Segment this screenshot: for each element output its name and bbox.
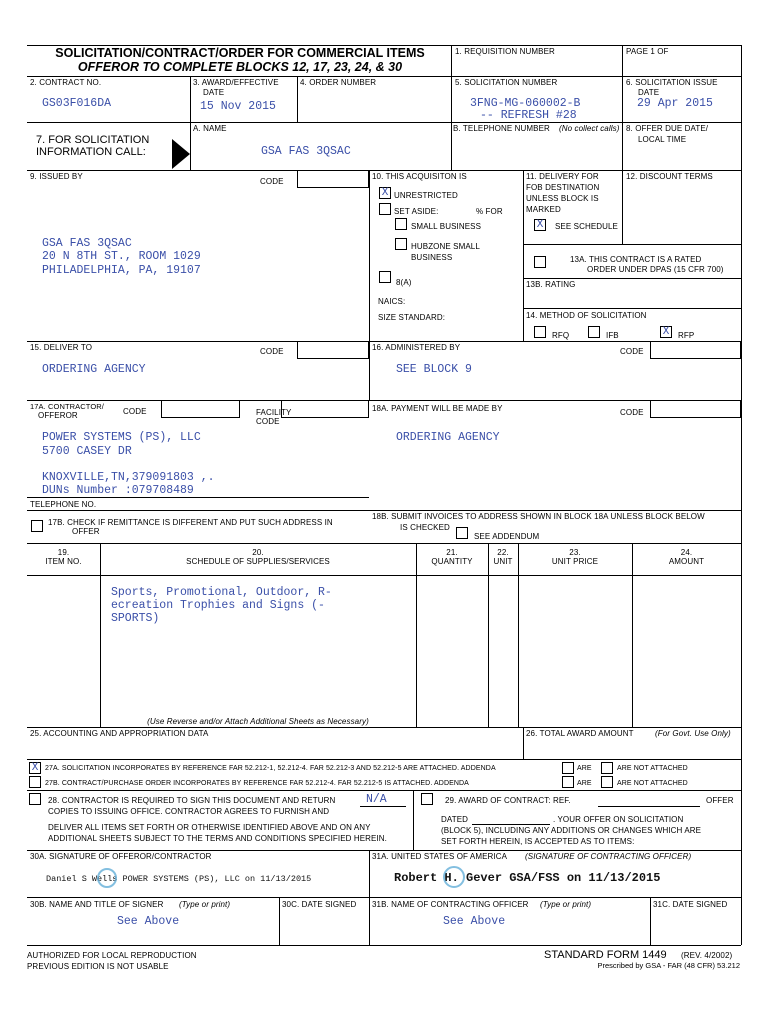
contractor-code-label: CODE xyxy=(123,407,147,416)
clause-27b-are: ARE xyxy=(577,780,592,787)
offer-due-label-2: LOCAL TIME xyxy=(638,135,687,144)
acquisition-label: 10. THIS ACQUISITON IS xyxy=(372,172,467,181)
schedule-note: (Use Reverse and/or Attach Additional Sheets as Necessary) xyxy=(147,717,369,726)
officer-date-label: 31C. DATE SIGNED xyxy=(653,900,728,909)
rule xyxy=(27,543,741,544)
see-schedule-checkbox[interactable]: X xyxy=(534,219,546,231)
naics-label: NAICS: xyxy=(378,297,406,306)
award-offer-label: OFFER xyxy=(706,796,734,805)
schedule-desc-line3: SPORTS) xyxy=(111,612,160,625)
facility-code-box[interactable] xyxy=(281,400,369,418)
contractor-line2: 5700 CASEY DR xyxy=(42,445,132,458)
col-quantity-num: 21. xyxy=(446,548,458,557)
pointer-arrow-icon xyxy=(172,139,190,169)
info-call-label-2: INFORMATION CALL: xyxy=(36,146,146,158)
remittance-checkbox[interactable] xyxy=(31,520,43,532)
award-line2: . YOUR OFFER ON SOLICITATION xyxy=(553,815,684,824)
rule xyxy=(190,76,191,170)
col-unit-price-label: UNIT PRICE xyxy=(551,557,599,566)
rule xyxy=(523,727,524,759)
rule xyxy=(632,543,633,727)
officer-name-value: See Above xyxy=(443,915,506,928)
set-aside-checkbox[interactable] xyxy=(379,203,391,215)
footer-line2: PREVIOUS EDITION IS NOT USABLE xyxy=(27,962,169,971)
contractor-line3: KNOXVILLE,TN,379091803 ,. xyxy=(42,471,215,484)
rule xyxy=(369,850,370,945)
info-call-name-value: GSA FAS 3QSAC xyxy=(261,145,351,158)
contractor-code-box[interactable] xyxy=(161,400,240,418)
remittance-label-1: 17B. CHECK IF REMITTANCE IS DIFFERENT AND PUT SUCH ADDRESS IN xyxy=(48,518,333,527)
discount-terms-label: 12. DISCOUNT TERMS xyxy=(626,172,713,181)
prescribed-by: Prescribed by GSA - FAR (48 CFR) 53.212 xyxy=(597,961,740,970)
contractor-sign-line2: COPIES TO ISSUING OFFICE. CONTRACTOR AGREES TO FURNISH AND xyxy=(48,807,330,816)
form-number: STANDARD FORM 1449 xyxy=(544,949,667,961)
clause-27a-are-not-checkbox[interactable] xyxy=(601,762,613,774)
clause-27b-checkbox[interactable] xyxy=(29,776,41,788)
contractor-sign-line4: ADDITIONAL SHEETS SUBJECT TO THE TERMS AND CONDITIONS SPECIFIED HEREIN. xyxy=(48,834,388,843)
issued-by-line2: 20 N 8TH ST., ROOM 1029 xyxy=(42,250,201,263)
rule xyxy=(523,244,741,245)
rule xyxy=(523,278,741,279)
usa-label: 31A. UNITED STATES OF AMERICA xyxy=(372,852,508,861)
rule xyxy=(413,790,414,850)
award-line4: SET FORTH HEREIN, IS ACCEPTED AS TO ITEMS: xyxy=(441,837,635,846)
rated-order-label-2: ORDER UNDER DPAS (15 CFR 700) xyxy=(587,265,724,274)
rated-order-label-1: 13A. THIS CONTRACT IS A RATED xyxy=(570,255,702,264)
rule xyxy=(27,945,741,946)
officer-name-note: (Type or print) xyxy=(540,900,592,909)
rule xyxy=(622,170,623,244)
rule xyxy=(741,45,742,945)
col-schedule-label: SCHEDULE OF SUPPLIES/SERVICES xyxy=(186,557,330,566)
hubzone-label: HUBZONE SMALL xyxy=(411,242,480,251)
award-date-label: 3. AWARD/EFFECTIVE xyxy=(193,78,279,87)
delivery-label-2: FOB DESTINATION xyxy=(526,183,600,192)
contract-no-value: GS03F016DA xyxy=(42,97,112,110)
telephone-note: (No collect calls) xyxy=(559,124,620,133)
rule xyxy=(27,727,741,728)
award-checkbox[interactable] xyxy=(421,793,433,805)
unrestricted-label: UNRESTRICTED xyxy=(394,191,458,200)
hubzone-label-2: BUSINESS xyxy=(411,253,453,262)
clause-27b-are-not: ARE NOT ATTACHED xyxy=(617,780,688,787)
signature-stamp-icon xyxy=(97,868,117,888)
col-amount-num: 24. xyxy=(680,548,693,557)
payment-label: 18A. PAYMENT WILL BE MADE BY xyxy=(372,404,503,413)
ifb-label: IFB xyxy=(606,331,619,340)
contractor-line1: POWER SYSTEMS (PS), LLC xyxy=(42,431,201,444)
unrestricted-checkbox[interactable]: X xyxy=(379,187,391,199)
offer-due-label: 8. OFFER DUE DATE/ xyxy=(626,124,709,133)
col-schedule-num: 20. xyxy=(252,548,264,557)
rule xyxy=(416,543,417,727)
facility-label: FACILITY xyxy=(256,408,292,417)
solicitation-number-label: 5. SOLICITATION NUMBER xyxy=(455,78,558,87)
schedule-desc-line2: ecreation Trophies and Signs (- xyxy=(111,599,325,612)
solicitation-issue-value: 29 Apr 2015 xyxy=(637,97,713,110)
rule xyxy=(27,76,741,77)
total-award-label: 26. TOTAL AWARD AMOUNT xyxy=(526,729,634,738)
rule xyxy=(488,543,489,727)
contractor-label: 17A. CONTRACTOR/ xyxy=(30,402,104,411)
award-date-value: 15 Nov 2015 xyxy=(200,100,276,113)
officer-name-label: 31B. NAME OF CONTRACTING OFFICER xyxy=(372,900,529,909)
clause-27a-checkbox[interactable]: X xyxy=(29,762,41,774)
contractor-label-2: OFFEROR xyxy=(38,411,78,420)
form-revision: (REV. 4/2002) xyxy=(681,951,733,960)
clause-27b-are-checkbox[interactable] xyxy=(562,776,574,788)
rfp-label: RFP xyxy=(678,331,695,340)
rfp-checkbox[interactable]: X xyxy=(660,326,672,338)
solicitation-number-value: 3FNG-MG-060002-B xyxy=(470,97,581,110)
deliver-to-value: ORDERING AGENCY xyxy=(42,363,146,376)
award-line1: 29. AWARD OF CONTRACT: REF. xyxy=(445,796,571,805)
facility-label-2: CODE xyxy=(256,417,280,426)
telephone-no-label: TELEPHONE NO. xyxy=(30,500,97,509)
rule xyxy=(523,170,524,341)
rule xyxy=(27,170,741,171)
contractor-sign-line1: 28. CONTRACTOR IS REQUIRED TO SIGN THIS DOCUMENT AND RETURN xyxy=(48,796,336,805)
page-label: PAGE 1 OF xyxy=(626,47,669,56)
ifb-checkbox[interactable] xyxy=(588,326,600,338)
deliver-to-code-label: CODE xyxy=(260,347,284,356)
signature-stamp-icon xyxy=(443,866,465,888)
contract-no-label: 2. CONTRACT NO. xyxy=(30,78,102,87)
col-item-label: ITEM NO. xyxy=(45,557,82,566)
col-quantity-label: QUANTITY xyxy=(431,557,473,566)
deliver-to-label: 15. DELIVER TO xyxy=(30,343,93,352)
rule xyxy=(279,897,280,945)
see-schedule-label: SEE SCHEDULE xyxy=(555,222,618,231)
telephone-label: B. TELEPHONE NUMBER xyxy=(453,124,550,133)
schedule-desc-line1: Sports, Promotional, Outdoor, R- xyxy=(111,586,332,599)
payment-code-label: CODE xyxy=(620,408,644,417)
payment-code-box[interactable] xyxy=(650,400,741,418)
info-call-label: 7. FOR SOLICITATION xyxy=(36,134,150,146)
rule xyxy=(451,45,452,170)
eight-a-checkbox[interactable] xyxy=(379,271,391,283)
method-label: 14. METHOD OF SOLICITATION xyxy=(526,311,647,320)
rule xyxy=(523,308,741,309)
clause-27b-text: 27B. CONTRACT/PURCHASE ORDER INCORPORATES BY REFERENCE FAR 52.212-4. FAR 52.212-5 IS ATTACHED. ADDENDA xyxy=(45,780,469,787)
rule xyxy=(369,170,370,400)
see-addendum-checkbox[interactable] xyxy=(456,527,468,539)
total-award-note: (For Govt. Use Only) xyxy=(655,729,731,738)
rule xyxy=(27,400,741,401)
issued-by-label: 9. ISSUED BY xyxy=(30,172,83,181)
col-amount-label: AMOUNT xyxy=(668,557,705,566)
issued-by-line1: GSA FAS 3QSAC xyxy=(42,237,132,250)
contractor-sign-checkbox[interactable] xyxy=(29,793,41,805)
issued-by-line3: PHILADELPHIA, PA, 19107 xyxy=(42,264,201,277)
footer-line1: AUTHORIZED FOR LOCAL REPRODUCTION xyxy=(27,951,197,960)
rule xyxy=(27,341,741,342)
administered-by-value: SEE BLOCK 9 xyxy=(396,363,472,376)
small-business-checkbox[interactable] xyxy=(395,218,407,230)
form-subtitle: OFFEROR TO COMPLETE BLOCKS 12, 17, 23, 24, & 30 xyxy=(77,60,403,74)
set-aside-label: SET ASIDE: xyxy=(394,207,439,216)
col-item-num: 19. xyxy=(57,548,70,557)
col-unit-num: 22. xyxy=(497,548,509,557)
form-title: SOLICITATION/CONTRACT/ORDER FOR COMMERCIAL ITEMS xyxy=(55,46,425,60)
rule xyxy=(27,790,741,791)
clause-27a-are-checkbox[interactable] xyxy=(562,762,574,774)
signer-name-value: See Above xyxy=(117,915,180,928)
solicitation-issue-label-2: DATE xyxy=(638,88,660,97)
rule xyxy=(518,543,519,727)
size-standard-label: SIZE STANDARD: xyxy=(378,313,446,322)
delivery-label-1: 11. DELIVERY FOR xyxy=(526,172,599,181)
rule xyxy=(27,575,741,576)
rule xyxy=(472,824,550,825)
award-line3: (BLOCK 5), INCLUDING ANY ADDITIONS OR CHANGES WHICH ARE xyxy=(441,826,702,835)
signer-name-note: (Type or print) xyxy=(179,900,231,909)
contractor-sign-line3: DELIVER ALL ITEMS SET FORTH OR OTHERWISE IDENTIFIED ABOVE AND ON ANY xyxy=(48,823,371,832)
award-dated-label: DATED xyxy=(441,815,469,824)
issued-by-code-label: CODE xyxy=(260,177,284,186)
usa-note: (SIGNATURE OF CONTRACTING OFFICER) xyxy=(525,852,692,861)
eight-a-label: 8(A) xyxy=(396,278,412,287)
rule xyxy=(297,76,298,122)
rule xyxy=(598,806,700,807)
requisition-label: 1. REQUISITION NUMBER xyxy=(455,47,555,56)
clause-27a-are-not: ARE NOT ATTACHED xyxy=(617,765,688,772)
clause-27a-text: 27A. SOLICITATION INCORPORATES BY REFERENCE FAR 52.212-1, 52.212-4. FAR 52.212-3 AND 52.212-5 ARE ATTACHED. ADDENDA xyxy=(45,765,496,772)
officer-signature-value: Robert H. Gever GSA/FSS on 11/13/2015 xyxy=(394,871,661,885)
rfq-checkbox[interactable] xyxy=(534,326,546,338)
name-label: A. NAME xyxy=(193,124,227,133)
signer-date-label: 30C. DATE SIGNED xyxy=(282,900,357,909)
offeror-signature-label: 30A. SIGNATURE OF OFFEROR/CONTRACTOR xyxy=(30,852,212,861)
remittance-label-2: OFFER xyxy=(72,527,100,536)
pct-for-label: % FOR xyxy=(476,207,503,216)
rule xyxy=(650,897,651,945)
administered-by-code-box[interactable] xyxy=(650,341,741,359)
hubzone-checkbox[interactable] xyxy=(395,238,407,250)
invoices-label-1: 18B. SUBMIT INVOICES TO ADDRESS SHOWN IN BLOCK 18A UNLESS BLOCK BELOW xyxy=(372,512,705,521)
administered-by-label: 16. ADMINISTERED BY xyxy=(372,343,461,352)
col-unit-price-num: 23. xyxy=(569,548,581,557)
delivery-label-4: MARKED xyxy=(526,205,561,214)
rating-label: 13B. RATING xyxy=(526,280,576,289)
offeror-signature-value: Daniel S Wells POWER SYSTEMS (PS), LLC on 11/13/2015 xyxy=(46,874,312,884)
solicitation-number-value-2: -- REFRESH #28 xyxy=(480,109,577,122)
award-date-label-2: DATE xyxy=(203,88,225,97)
payment-value: ORDERING AGENCY xyxy=(396,431,500,444)
solicitation-issue-label: 6. SOLICITATION ISSUE xyxy=(626,78,718,87)
small-business-label: SMALL BUSINESS xyxy=(411,222,482,231)
rule xyxy=(27,122,741,123)
rfq-label: RFQ xyxy=(552,331,570,340)
invoices-label-2: IS CHECKED xyxy=(400,523,450,532)
clause-27b-are-not-checkbox[interactable] xyxy=(601,776,613,788)
issued-by-code-box[interactable] xyxy=(297,170,369,188)
rule xyxy=(27,510,741,511)
copies-value: N/A xyxy=(366,793,387,806)
administered-by-code-label: CODE xyxy=(620,347,644,356)
contractor-line4: DUNs Number :079708489 xyxy=(42,484,194,497)
signer-name-label: 30B. NAME AND TITLE OF SIGNER xyxy=(30,900,164,909)
rule xyxy=(27,759,741,760)
deliver-to-code-box[interactable] xyxy=(297,341,369,359)
rule xyxy=(622,45,623,170)
rule xyxy=(27,850,741,851)
delivery-label-3: UNLESS BLOCK IS xyxy=(526,194,599,203)
rule xyxy=(100,543,101,727)
rated-order-checkbox[interactable] xyxy=(534,256,546,268)
see-addendum-label: SEE ADDENDUM xyxy=(474,532,540,541)
col-unit-label: UNIT xyxy=(493,557,513,566)
order-number-label: 4. ORDER NUMBER xyxy=(300,78,377,87)
clause-27a-are: ARE xyxy=(577,765,592,772)
accounting-label: 25. ACCOUNTING AND APPROPRIATION DATA xyxy=(30,729,209,738)
rule xyxy=(27,897,741,898)
